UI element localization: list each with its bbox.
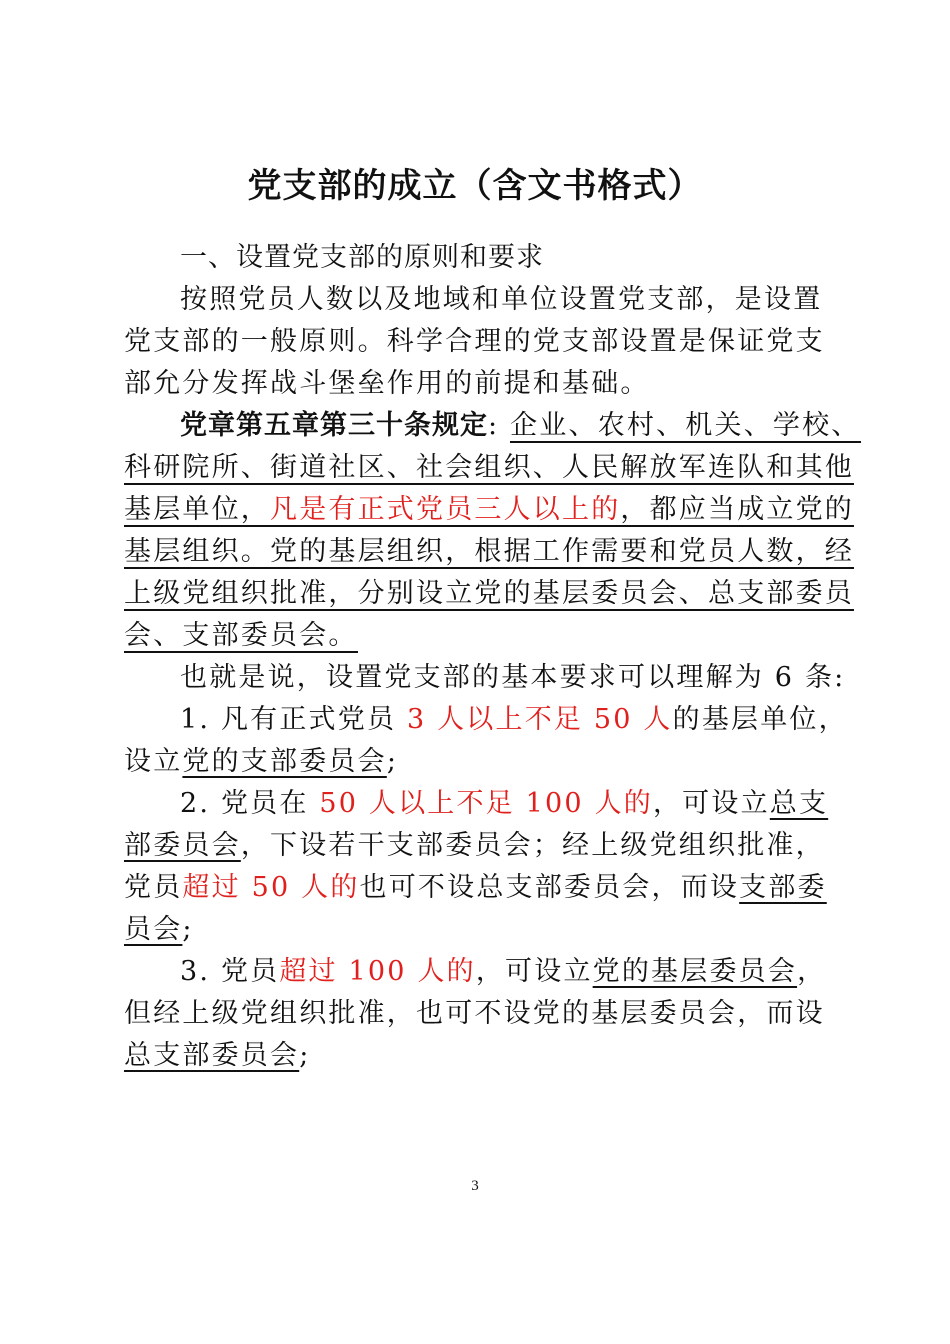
item-underlined: 员会 [124,914,183,945]
item-text: ; [299,1040,311,1071]
paragraph-line: 按照党员人数以及地域和单位设置党支部，是设置 [180,284,823,315]
regulation-highlight: 凡是有正式党员三人以上的 [270,494,621,525]
paragraph-line: 也就是说，设置党支部的基本要求可以理解为 6 条: [180,662,846,693]
item-text: 1. 凡有正式党员 [180,704,397,735]
regulation-line [124,490,855,530]
list-item-2-cont [124,826,844,866]
item-highlight: 超过 50 人的 [182,872,360,903]
item-underlined: 党的基层委员会 [592,956,798,987]
item-underlined: 总支 [769,788,829,819]
item-highlight: 超过 100 人的 [279,956,476,987]
item-text: 2. 党员在 [180,788,309,819]
item-text: 的基层单位， [672,704,848,735]
paragraph-line: 党支部的一般原则。科学合理的党支部设置是保证党支 [124,326,825,357]
item-text: ; [386,746,399,777]
item-text: ，可设立 [652,788,770,819]
item-text: ; [182,914,194,945]
list-item-2-cont [124,868,844,908]
page-number: 3 [471,1178,479,1194]
item-underlined: 党的支部委员会 [182,746,387,777]
list-item-3 [180,952,900,992]
item-text: 也可不设总支部委员会，而设 [359,872,740,903]
item-underlined: 部委员会 [124,830,241,861]
regulation-text [124,494,854,527]
item-underlined: 总支部委员会 [124,1040,300,1071]
regulation-line [124,574,854,614]
regulation-text: 企业、农村、机关、学校、 [510,410,861,441]
item-text: ， [797,956,827,987]
list-item-3-cont [124,1036,844,1076]
regulation-text-part: ，都应当成立党的 [620,494,855,525]
list-item-1-cont [124,742,844,782]
page-title: 党支部的成立（含文书格式） [247,166,703,206]
item-underlined: 支部委 [739,872,827,903]
item-text: 但经上级党组织批准，也可不设党的基层委员会，而设 [124,998,825,1029]
list-item-1 [180,700,900,740]
item-highlight: 50 人以上不足 100 人的 [308,788,653,819]
section-heading: 一、设置党支部的原则和要求 [180,242,544,273]
regulation-text-part: 基层单位， [124,494,270,525]
regulation-text: 上级党组织批准，分别设立党的基层委员会、总支部委员 [124,578,854,609]
regulation-text: 会、支部委员会。 [124,620,358,651]
list-item-3-cont [124,994,844,1034]
item-text: ，可设立 [475,956,593,987]
item-text: 3. 党员 [180,956,280,987]
list-item-2 [180,784,900,824]
regulation-colon: : [488,410,511,441]
item-highlight: 3 人以上不足 50 人 [396,704,673,735]
regulation-line [124,532,854,572]
item-text: ，下设若干支部委员会；经上级党组织批准， [240,830,825,861]
paragraph-line: 部允分发挥战斗堡垒作用的前提和基础。 [124,368,650,399]
item-text: 设立 [124,746,183,777]
regulation-line [180,406,900,446]
regulation-line [124,448,854,488]
regulation-text: 科研院所、街道社区、社会组织、人民解放军连队和其他 [124,452,854,483]
regulation-line [124,616,844,656]
regulation-lead: 党章第五章第三十条规定 [180,410,488,441]
list-item-2-cont [124,910,844,950]
item-text: 党员 [124,872,183,903]
regulation-text: 基层组织。党的基层组织，根据工作需要和党员人数，经 [124,536,854,567]
